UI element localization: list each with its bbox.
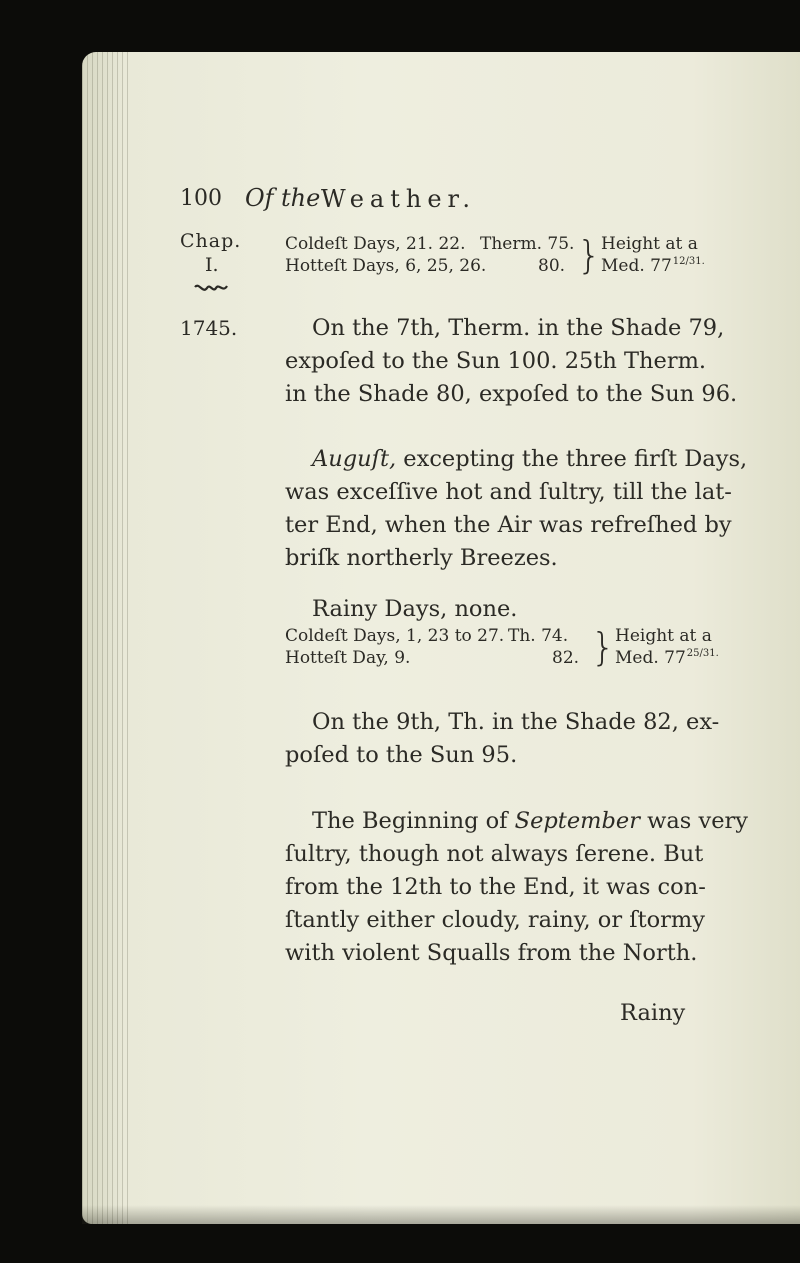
table2-med-value (615, 648, 719, 668)
page-edge-stack (82, 52, 132, 1224)
para2-line1 (312, 446, 747, 472)
table1-med-value (601, 256, 705, 276)
header-title-main: Weather. (321, 185, 476, 213)
para2-line1-rest: excepting the three firſt Days, (396, 446, 748, 472)
table2-med-fraction: 25/31. (686, 648, 719, 659)
table2-coldest-therm: Th. 74. (508, 626, 569, 646)
table1-coldest-therm: Therm. 75. (480, 234, 575, 254)
para1-line3: in the Shade 80, expoſed to the Sun 96. (285, 381, 738, 407)
para4-line3: from the 12th to the End, it was con- (285, 874, 706, 900)
table2-height-label: Height at a (615, 626, 712, 646)
table2-brace: } (591, 625, 616, 669)
para4-line1-end: was very (639, 808, 749, 834)
rainy-days-none: Rainy Days, none. (312, 596, 518, 622)
para2-line2: was exceſſive hot and ſultry, till the lat- (285, 479, 732, 505)
para1-line2: expoſed to the Sun 100. 25th Therm. (285, 348, 707, 374)
para2-line3: ter End, when the Air was refreſhed by (285, 512, 732, 538)
para4-line1-start: The Beginning of (312, 808, 515, 834)
para3-line1: On the 9th, Th. in the Shade 82, ex- (312, 709, 720, 735)
catchword: Rainy (620, 1000, 686, 1026)
table1-med: Med. 77 (601, 256, 672, 276)
para2-line4: briſk northerly Breezes. (285, 545, 558, 571)
table2-coldest-label: Coldeſt Days, 1, 23 to 27. (285, 626, 505, 646)
flourish-ornament (194, 281, 228, 295)
table1-height-label: Height at a (601, 234, 698, 254)
table1-med-fraction: 12/31. (672, 256, 705, 267)
page-bottom-shadow (82, 1205, 800, 1224)
para4-month: September (514, 808, 640, 834)
header-title-the: the (281, 184, 321, 212)
table1-hottest-therm: 80. (538, 256, 566, 276)
table1-hottest-label: Hotteſt Days, 6, 25, 26. (285, 256, 487, 276)
para4-line5: with violent Squalls from the North. (285, 940, 698, 966)
para3-line2: poſed to the Sun 95. (285, 742, 518, 768)
chapter-number: I. (205, 254, 219, 276)
table2-hottest-therm: 82. (552, 648, 580, 668)
year-marker: 1745. (180, 316, 238, 340)
page-number: 100 (180, 186, 222, 211)
para2-month: Auguſt, (312, 446, 397, 472)
table1-brace: } (577, 233, 602, 277)
para4-line1 (312, 808, 748, 834)
table1-coldest-label: Coldeſt Days, 21. 22. (285, 234, 466, 254)
para4-line2: ſultry, though not always ſerene. But (285, 841, 704, 867)
para4-line4: ſtantly either cloudy, rainy, or ſtormy (285, 907, 705, 933)
table2-hottest-label: Hotteſt Day, 9. (285, 648, 411, 668)
chapter-label: Chap. (180, 230, 242, 252)
table2-med: Med. 77 (615, 648, 686, 668)
para1-line1: On the 7th, Therm. in the Shade 79, (312, 315, 725, 341)
header-title-of: Of (245, 184, 274, 212)
